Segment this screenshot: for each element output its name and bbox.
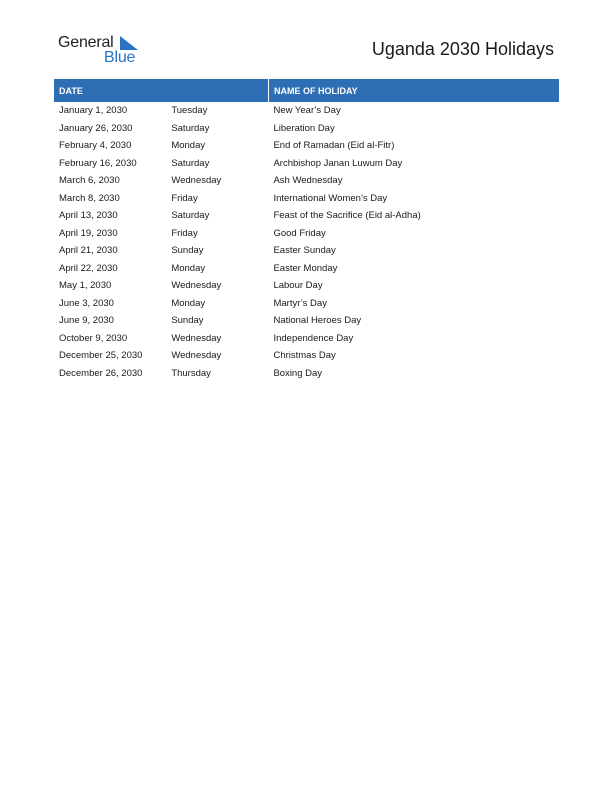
cell-holiday-name: Feast of the Sacrifice (Eid al-Adha) [273,210,421,222]
cell-date: December 26, 2030 [59,367,143,379]
cell-holiday-name: International Women’s Day [273,192,388,204]
cell-holiday-name: Easter Monday [273,262,338,274]
cell-holiday-name: National Heroes Day [273,315,362,327]
table-row [54,190,559,208]
cell-date: February 16, 2030 [59,157,137,169]
cell-holiday-name: Ash Wednesday [273,175,343,187]
cell-weekday: Friday [171,227,198,239]
cell-weekday: Saturday [171,210,210,222]
cell-holiday-name: Easter Sunday [273,245,336,257]
logo [58,34,148,68]
column-header-day [166,79,268,102]
cell-date: June 9, 2030 [59,315,114,327]
cell-holiday-name: End of Ramadan (Eid al-Fitr) [273,140,395,152]
table-row [54,102,559,120]
cell-holiday-name: Martyr’s Day [273,297,327,309]
logo-word-blue: Blue [104,49,136,66]
cell-weekday: Monday [171,297,206,309]
cell-weekday: Friday [171,192,198,204]
cell-weekday: Thursday [171,367,211,379]
table-row [54,295,559,313]
cell-date: March 6, 2030 [59,175,120,187]
cell-date: April 22, 2030 [59,262,118,274]
cell-date: May 1, 2030 [59,280,112,292]
table-row [54,225,559,243]
cell-weekday: Wednesday [171,332,222,344]
table-row [54,120,559,138]
column-header-holiday-name: NAME OF HOLIDAY [268,79,559,102]
cell-date: March 8, 2030 [59,192,120,204]
cell-holiday-name: Boxing Day [273,367,323,379]
cell-holiday-name: Independence Day [273,332,354,344]
cell-weekday: Tuesday [171,105,208,117]
holiday-table [54,79,559,382]
cell-weekday: Wednesday [171,280,222,292]
cell-date: April 19, 2030 [59,227,118,239]
table-row [54,365,559,383]
cell-weekday: Monday [171,140,206,152]
table-row [54,312,559,330]
cell-holiday-name: New Year’s Day [273,105,341,117]
cell-date: April 21, 2030 [59,245,118,257]
table-row [54,260,559,278]
cell-weekday: Sunday [171,245,204,257]
logo-triangle-icon [120,36,138,50]
table-row [54,242,559,260]
page-title: Uganda 2030 Holidays [371,39,554,59]
table-row [54,155,559,173]
table-row [54,330,559,348]
cell-date: April 13, 2030 [59,210,118,222]
logo-word-general: General [58,34,114,51]
cell-weekday: Wednesday [171,350,222,362]
cell-weekday: Sunday [171,315,204,327]
cell-weekday: Saturday [171,122,210,134]
cell-holiday-name: Christmas Day [273,350,336,362]
cell-holiday-name: Good Friday [273,227,326,239]
cell-weekday: Saturday [171,157,210,169]
cell-date: October 9, 2030 [59,332,128,344]
table-row [54,277,559,295]
cell-date: January 26, 2030 [59,122,133,134]
cell-date: January 1, 2030 [59,105,128,117]
cell-date: February 4, 2030 [59,140,132,152]
table-row [54,347,559,365]
cell-date: June 3, 2030 [59,297,114,309]
cell-holiday-name: Labour Day [273,280,323,292]
cell-holiday-name: Liberation Day [273,122,335,134]
cell-weekday: Monday [171,262,206,274]
table-row [54,207,559,225]
table-row [54,172,559,190]
cell-weekday: Wednesday [171,175,222,187]
table-row [54,137,559,155]
cell-date: December 25, 2030 [59,350,143,362]
table-header-row [54,79,559,102]
cell-holiday-name: Archbishop Janan Luwum Day [273,157,403,169]
column-header-date: DATE [54,79,166,102]
holiday-table-body [54,102,559,382]
